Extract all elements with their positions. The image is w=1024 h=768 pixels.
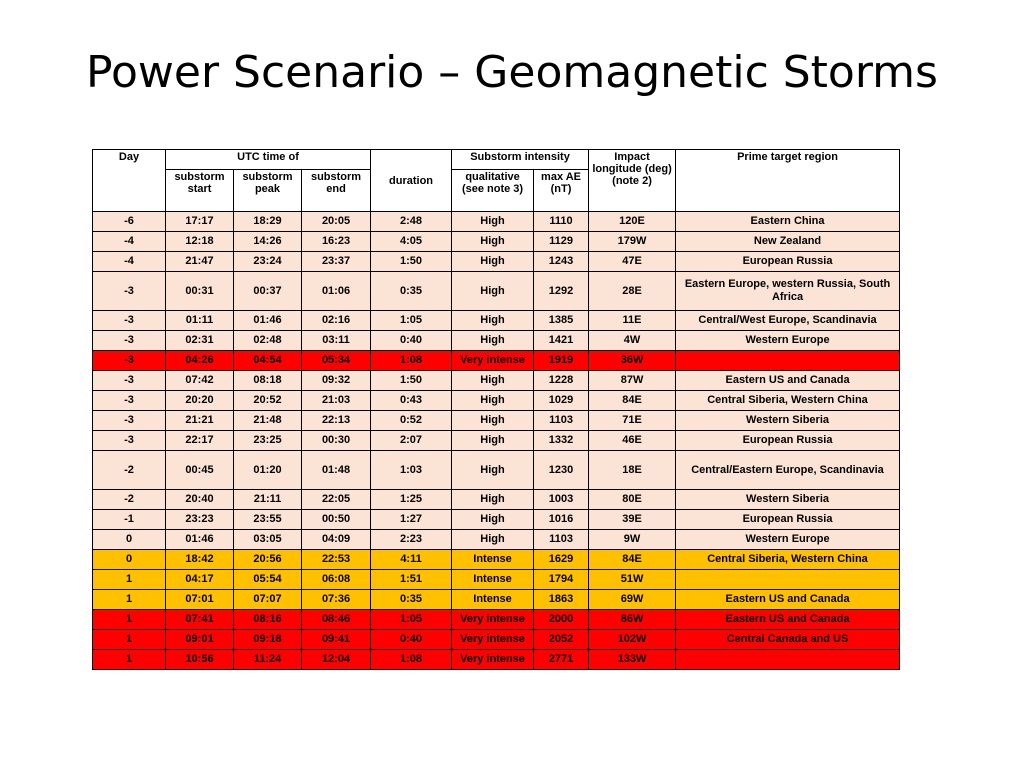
cell-max-ae: 1103 [534,411,589,431]
cell-max-ae: 1129 [534,232,589,252]
table-row [93,570,900,590]
cell-day: -4 [93,232,166,252]
cell-duration: 1:08 [371,351,452,371]
cell-max-ae: 2000 [534,610,589,630]
cell-qualitative: Very intense [452,630,534,650]
cell-substorm-start: 02:31 [166,331,234,351]
cell-substorm-start: 23:23 [166,510,234,530]
cell-impact-longitude: 120E [589,212,676,232]
header-intensity-group: Substorm intensity [452,150,589,170]
cell-qualitative: High [452,212,534,232]
cell-substorm-start: 17:17 [166,212,234,232]
cell-qualitative: High [452,371,534,391]
cell-impact-longitude: 4W [589,331,676,351]
cell-day: -2 [93,490,166,510]
cell-day: 1 [93,570,166,590]
cell-qualitative: High [452,272,534,311]
cell-impact-longitude: 87W [589,371,676,391]
cell-duration: 0:35 [371,272,452,311]
cell-impact-longitude: 84E [589,550,676,570]
cell-duration: 1:08 [371,650,452,670]
cell-substorm-end: 09:32 [302,371,371,391]
storm-table [92,149,900,670]
cell-substorm-end: 07:36 [302,590,371,610]
cell-day: -3 [93,391,166,411]
cell-substorm-peak: 03:05 [234,530,302,550]
header-substorm-start: substorm start [166,170,234,212]
cell-substorm-start: 20:20 [166,391,234,411]
cell-substorm-peak: 01:20 [234,451,302,490]
cell-duration: 4:11 [371,550,452,570]
cell-max-ae: 1794 [534,570,589,590]
cell-prime-target: Eastern US and Canada [676,590,900,610]
cell-substorm-start: 04:17 [166,570,234,590]
cell-max-ae: 1919 [534,351,589,371]
cell-substorm-peak: 01:46 [234,311,302,331]
cell-max-ae: 1385 [534,311,589,331]
cell-substorm-peak: 00:37 [234,272,302,311]
cell-substorm-peak: 21:11 [234,490,302,510]
cell-prime-target: Western Europe [676,530,900,550]
cell-impact-longitude: 69W [589,590,676,610]
cell-qualitative: High [452,391,534,411]
cell-qualitative: High [452,490,534,510]
cell-substorm-end: 09:41 [302,630,371,650]
cell-substorm-end: 00:50 [302,510,371,530]
cell-day: 1 [93,650,166,670]
table-row [93,331,900,351]
cell-substorm-end: 22:05 [302,490,371,510]
cell-duration: 0:35 [371,590,452,610]
cell-substorm-end: 04:09 [302,530,371,550]
cell-substorm-peak: 23:55 [234,510,302,530]
cell-max-ae: 1629 [534,550,589,570]
table-row [93,272,900,311]
cell-max-ae: 1110 [534,212,589,232]
cell-substorm-end: 12:04 [302,650,371,670]
cell-duration: 1:03 [371,451,452,490]
cell-day: 1 [93,630,166,650]
cell-substorm-end: 06:08 [302,570,371,590]
cell-duration: 1:05 [371,311,452,331]
cell-substorm-start: 07:41 [166,610,234,630]
cell-impact-longitude: 179W [589,232,676,252]
cell-substorm-peak: 08:18 [234,371,302,391]
cell-substorm-end: 22:13 [302,411,371,431]
cell-day: -3 [93,311,166,331]
cell-day: -3 [93,331,166,351]
cell-impact-longitude: 46E [589,431,676,451]
cell-duration: 0:43 [371,391,452,411]
cell-substorm-start: 04:26 [166,351,234,371]
cell-substorm-end: 23:37 [302,252,371,272]
cell-prime-target: European Russia [676,510,900,530]
cell-prime-target: Western Siberia [676,490,900,510]
cell-prime-target: Central/Eastern Europe, Scandinavia [676,451,900,490]
slide-title: Power Scenario – Geomagnetic Storms [86,47,938,98]
table-row [93,252,900,272]
cell-impact-longitude: 11E [589,311,676,331]
header-qualitative: qualitative (see note 3) [452,170,534,212]
cell-impact-longitude: 47E [589,252,676,272]
cell-substorm-start: 07:42 [166,371,234,391]
table-row [93,530,900,550]
cell-substorm-end: 02:16 [302,311,371,331]
cell-prime-target: Eastern Europe, western Russia, South Africa [676,272,900,311]
header-max-ae: max AE (nT) [534,170,589,212]
cell-max-ae: 1228 [534,371,589,391]
cell-qualitative: High [452,411,534,431]
cell-prime-target: Central Siberia, Western China [676,391,900,411]
table-row [93,351,900,371]
cell-max-ae: 1029 [534,391,589,411]
cell-prime-target [676,351,900,371]
cell-day: -2 [93,451,166,490]
cell-day: -1 [93,510,166,530]
cell-substorm-end: 05:34 [302,351,371,371]
cell-impact-longitude: 133W [589,650,676,670]
cell-duration: 1:50 [371,371,452,391]
cell-prime-target: Central Canada and US [676,630,900,650]
header-impact-longitude: Impact longitude (deg) (note 2) [589,150,676,212]
cell-substorm-peak: 23:24 [234,252,302,272]
cell-substorm-end: 08:46 [302,610,371,630]
cell-substorm-peak: 09:18 [234,630,302,650]
table-row [93,311,900,331]
cell-max-ae: 2052 [534,630,589,650]
cell-qualitative: Intense [452,550,534,570]
cell-substorm-peak: 04:54 [234,351,302,371]
cell-impact-longitude: 84E [589,391,676,411]
cell-day: -3 [93,371,166,391]
cell-substorm-start: 20:40 [166,490,234,510]
cell-substorm-end: 22:53 [302,550,371,570]
cell-substorm-start: 01:11 [166,311,234,331]
storm-table-body [93,212,900,670]
cell-max-ae: 1421 [534,331,589,351]
cell-substorm-start: 00:31 [166,272,234,311]
cell-qualitative: Very intense [452,351,534,371]
cell-substorm-peak: 05:54 [234,570,302,590]
cell-qualitative: High [452,530,534,550]
cell-prime-target: Central/West Europe, Scandinavia [676,311,900,331]
cell-prime-target: Eastern US and Canada [676,610,900,630]
cell-duration: 2:48 [371,212,452,232]
cell-max-ae: 1103 [534,530,589,550]
table-row [93,550,900,570]
cell-substorm-end: 01:48 [302,451,371,490]
cell-max-ae: 1863 [534,590,589,610]
cell-impact-longitude: 36W [589,351,676,371]
cell-duration: 1:05 [371,610,452,630]
cell-day: -3 [93,351,166,371]
header-day: Day [93,150,166,212]
table-row [93,451,900,490]
cell-day: -4 [93,252,166,272]
cell-substorm-end: 03:11 [302,331,371,351]
cell-substorm-peak: 11:24 [234,650,302,670]
table-row [93,630,900,650]
cell-substorm-start: 21:47 [166,252,234,272]
cell-qualitative: High [452,431,534,451]
cell-max-ae: 1332 [534,431,589,451]
cell-qualitative: High [452,311,534,331]
cell-day: -3 [93,272,166,311]
cell-substorm-start: 10:56 [166,650,234,670]
cell-substorm-start: 22:17 [166,431,234,451]
cell-impact-longitude: 9W [589,530,676,550]
table-row [93,590,900,610]
table-row [93,371,900,391]
cell-day: 1 [93,590,166,610]
cell-prime-target: European Russia [676,252,900,272]
cell-duration: 4:05 [371,232,452,252]
cell-day: -6 [93,212,166,232]
cell-prime-target: New Zealand [676,232,900,252]
cell-duration: 1:50 [371,252,452,272]
cell-qualitative: High [452,451,534,490]
cell-impact-longitude: 28E [589,272,676,311]
table-row [93,391,900,411]
cell-prime-target: Central Siberia, Western China [676,550,900,570]
table-row [93,610,900,630]
cell-max-ae: 1003 [534,490,589,510]
cell-qualitative: Very intense [452,650,534,670]
cell-impact-longitude: 18E [589,451,676,490]
cell-duration: 0:40 [371,630,452,650]
table-row [93,212,900,232]
cell-qualitative: Intense [452,590,534,610]
cell-impact-longitude: 51W [589,570,676,590]
cell-qualitative: High [452,252,534,272]
header-duration: duration [371,150,452,212]
cell-substorm-peak: 02:48 [234,331,302,351]
cell-duration: 1:25 [371,490,452,510]
header-utc-group: UTC time of [166,150,371,170]
cell-max-ae: 1243 [534,252,589,272]
cell-impact-longitude: 86W [589,610,676,630]
cell-day: 0 [93,550,166,570]
cell-substorm-peak: 21:48 [234,411,302,431]
cell-prime-target: Western Europe [676,331,900,351]
cell-substorm-end: 00:30 [302,431,371,451]
table-row [93,431,900,451]
header-substorm-end: substorm end [302,170,371,212]
cell-substorm-peak: 23:25 [234,431,302,451]
cell-qualitative: High [452,331,534,351]
cell-qualitative: Intense [452,570,534,590]
cell-substorm-start: 07:01 [166,590,234,610]
cell-impact-longitude: 39E [589,510,676,530]
cell-duration: 0:52 [371,411,452,431]
cell-substorm-end: 16:23 [302,232,371,252]
cell-day: -3 [93,411,166,431]
cell-duration: 2:07 [371,431,452,451]
cell-prime-target [676,570,900,590]
cell-substorm-start: 12:18 [166,232,234,252]
cell-substorm-start: 00:45 [166,451,234,490]
cell-max-ae: 1016 [534,510,589,530]
cell-prime-target [676,650,900,670]
cell-substorm-start: 09:01 [166,630,234,650]
cell-substorm-end: 20:05 [302,212,371,232]
cell-qualitative: High [452,232,534,252]
header-prime-target: Prime target region [676,150,900,212]
cell-max-ae: 1230 [534,451,589,490]
cell-substorm-peak: 14:26 [234,232,302,252]
cell-qualitative: High [452,510,534,530]
table-row [93,490,900,510]
cell-substorm-start: 18:42 [166,550,234,570]
cell-prime-target: Western Siberia [676,411,900,431]
cell-substorm-end: 01:06 [302,272,371,311]
cell-day: 1 [93,610,166,630]
cell-impact-longitude: 102W [589,630,676,650]
cell-day: -3 [93,431,166,451]
cell-duration: 2:23 [371,530,452,550]
cell-prime-target: Eastern China [676,212,900,232]
cell-qualitative: Very intense [452,610,534,630]
cell-max-ae: 1292 [534,272,589,311]
cell-substorm-start: 21:21 [166,411,234,431]
cell-impact-longitude: 71E [589,411,676,431]
cell-substorm-peak: 20:56 [234,550,302,570]
cell-prime-target: Eastern US and Canada [676,371,900,391]
cell-substorm-peak: 07:07 [234,590,302,610]
cell-substorm-peak: 18:29 [234,212,302,232]
cell-max-ae: 2771 [534,650,589,670]
cell-impact-longitude: 80E [589,490,676,510]
cell-substorm-peak: 20:52 [234,391,302,411]
cell-substorm-end: 21:03 [302,391,371,411]
cell-substorm-peak: 08:16 [234,610,302,630]
cell-substorm-start: 01:46 [166,530,234,550]
table-row [93,650,900,670]
header-substorm-peak: substorm peak [234,170,302,212]
table-row [93,510,900,530]
table-row [93,411,900,431]
table-row [93,232,900,252]
cell-duration: 1:51 [371,570,452,590]
cell-duration: 1:27 [371,510,452,530]
cell-prime-target: European Russia [676,431,900,451]
cell-day: 0 [93,530,166,550]
cell-duration: 0:40 [371,331,452,351]
